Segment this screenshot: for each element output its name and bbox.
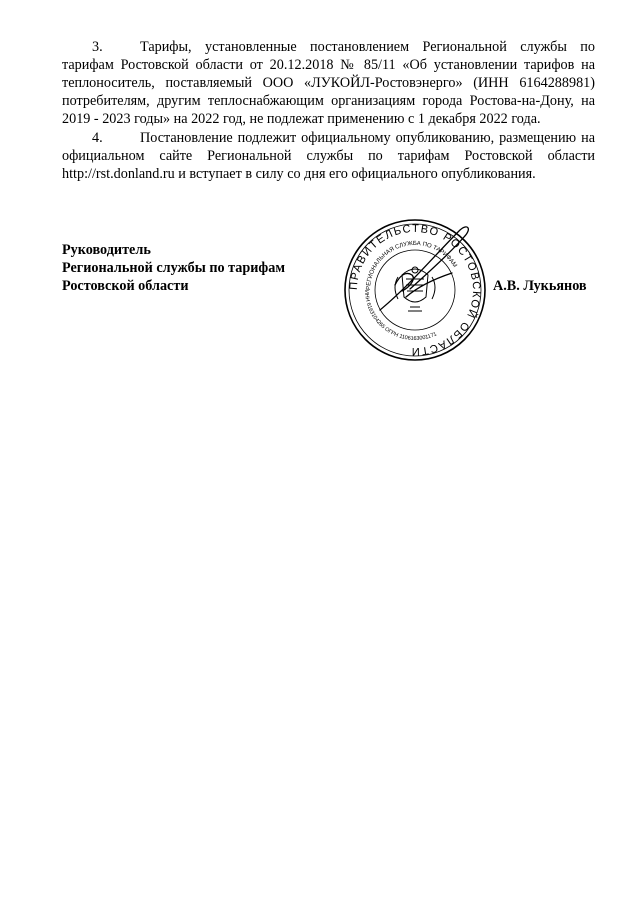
item-number: 3. xyxy=(92,39,103,55)
signatory-name: А.В. Лукьянов xyxy=(493,278,587,294)
seal-graphic xyxy=(340,215,490,365)
paragraph-item-4 xyxy=(62,129,595,183)
seal-inner-text: РЕГИОНАЛЬНАЯ СЛУЖБА ПО ТАРИФАМ xyxy=(365,240,458,291)
item-text: Тарифы, установленные постановлением Региональной службы по тарифам Ростовской области от 20.12.2018 № 85/11 «Об установлении тарифов на теплоноситель, поставляемый ООО «ЛУКОЙЛ-Ростовэнерго» (ИНН 6164288981) потребителям, другим теплоснабжающим организациям города Ростова-на-Дону, на 2019 - 2023 годы» на 2022 год, не подлежат применению с 1 декабря 2022 года. xyxy=(62,39,595,127)
item-text: Постановление подлежит официальному опубликованию, размещению на официальном сайте Региональной службы по тарифам Ростовской области http://rst.donland.ru и вступает в силу со дня его официального опубликования. xyxy=(62,130,595,182)
signatory-position xyxy=(62,241,285,295)
item-number: 4. xyxy=(92,130,103,146)
paragraph-item-3 xyxy=(62,38,595,128)
official-seal xyxy=(340,215,490,365)
coat-of-arms-icon xyxy=(395,267,435,311)
seal-numbers: ИНН 6163104265 ОГРН 1106163001171 xyxy=(362,289,438,343)
position-line: Руководитель xyxy=(62,242,151,258)
svg-text:ИНН 6163104265 ОГРН 1106163001 xyxy=(363,290,438,342)
seal-outer-text: ПРАВИТЕЛЬСТВО РОСТОВСКОЙ ОБЛАСТИ xyxy=(347,222,483,358)
position-line: Ростовской области xyxy=(62,278,189,294)
position-line: Региональной службы по тарифам xyxy=(62,260,286,276)
